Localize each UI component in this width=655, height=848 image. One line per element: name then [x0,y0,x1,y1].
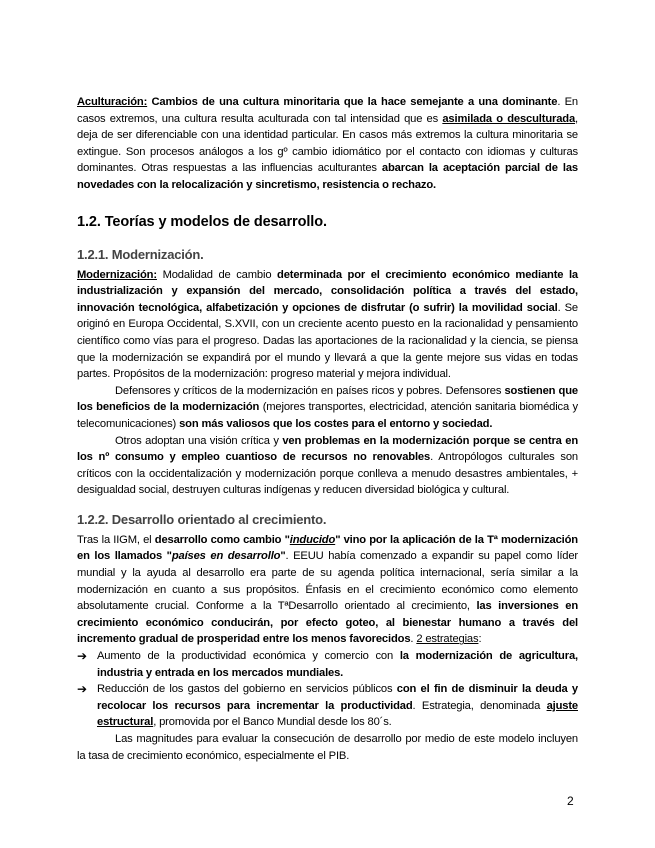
arrow-right-icon: ➔ [77,682,87,697]
text-span: , deja de ser diferenciable con una identidad particular. En casos más extremos la cultura minoritaria se extingue. Son procesos análogos a los gº cambio idiomático por el contacto con idiomas y culturas dominantes. Otras respuestas a las influencias aculturantes [77,112,578,175]
paragraph-criticos [77,433,578,499]
text-span: . [410,633,417,646]
text-span: . Estrategia, denominada [412,699,547,712]
term-aculturacion: Aculturación: [77,96,148,108]
strategies-list [77,648,578,731]
estrategias-label: 2 estrategias [416,633,479,646]
page-content [77,94,578,764]
emphasis-costes: son más valiosos que los costes para el entorno y sociedad. [179,417,493,430]
paragraph-desarrollo [77,532,578,648]
heading-teorias-modelos: 1.2. Teorías y modelos de desarrollo. [77,213,327,230]
emphasis-asimilada: asimilada o desculturada [442,112,576,125]
emphasis-ajuste: ajuste estructural [97,699,578,729]
emphasis-bullet1: la modernización de agricultura, industria y entrada en los mercados mundiales. [97,650,578,679]
heading-modernizacion: 1.2.1. Modernización. [77,246,204,262]
heading-desarrollo-crecimiento: 1.2.2. Desarrollo orientado al crecimiento. [77,511,327,527]
paragraph-defensores [77,383,578,433]
emphasis-problemas: ven problemas en la modernización porque se centra en los nº consumo y empleo cuantioso de recursos no renovables [77,434,579,464]
emphasis-quote: " [280,550,286,563]
text-span: Aumento de la productividad económica y comercio con [97,650,400,663]
text-span: . Antropólogos culturales son críticos con la occidentalización y modernización porque conlleva a menudo desastres ambientales, + desigualdad social, destruyen culturas indígenas y reducen diversidad biológica y cultural. [77,451,579,497]
emphasis-inversiones: las inversiones en crecimiento económico conducirán, por efecto goteo, al bienestar humano a través del incremento gradual de prosperidad entre los menos favorecidos [77,600,578,646]
emphasis-respuestas: abarcan la aceptación parcial de las novedades con la relocalización y sincretismo, resistencia o rechazo. [77,162,578,191]
text-span: . Se originó en Europa Occidental, S.XVII, con un creciente acento puesto en la racionalidad y pensamiento científico como vías para el progreso. Dadas las aportaciones de la racionalidad y la ciencia, se piensa que la modernización se expandirá por el mundo y llevará a que la gente mejore sus vidas en todas partes. Propósitos de la modernización: progreso material y mejora individual. [77,301,578,381]
list-item [77,648,578,681]
term-modernizacion: Modernización: [77,268,157,281]
paragraph-magnitudes: Las magnitudes para evaluar la consecución de desarrollo por medio de este modelo incluyen la tasa de crecimiento económico, especialmente el PIB. [77,733,578,762]
text-span: Modalidad de cambio [156,268,278,281]
emphasis-inducido-b: " vino por la aplicación de la Tª modernización en los llamados " [77,533,578,563]
emphasis-inducido-a: desarrollo como cambio " [154,533,290,546]
text-span: : [478,633,482,646]
text-span: . En casos extremos, una cultura resulta aculturada con tal intensidad que es [77,96,578,125]
text-span: . EEUU había comenzado a expandir su papel como líder mundial y la ayuda al desarrollo era parte de su agenda política internacional, sería similar a la modernización en cuanto a sus propósitos. Énfasis en el crecimiento económico como elemento absolutamente crucial. Conforme a la TªDesarrollo orientado al crecimiento, [77,550,579,613]
list-item [77,681,578,731]
text-span: , promovida por el Banco Mundial desde los 80´s. [153,716,392,729]
def-aculturacion: Cambios de una cultura minoritaria que la hace semejante a una dominante [151,96,558,108]
text-span: Tras la IIGM, el [77,533,155,546]
text-span: (mejores transportes, electricidad, atención sanitaria biomédica y telecomunicaciones) [77,401,578,430]
text-span: Defensores y críticos de la modernización en países ricos y pobres. Defensores [115,384,505,397]
text-span: Reducción de los gastos del gobierno en servicios públicos [97,683,397,696]
emphasis-beneficios: sostienen que los beneficios de la modernización [77,384,578,414]
text-span: Otros adoptan una visión crítica y [115,434,283,447]
emphasis-inducido: inducido [289,533,336,546]
paragraph-aculturacion [77,94,578,194]
page-number: 2 [567,794,574,808]
emphasis-paises: países en desarrollo [171,550,281,563]
arrow-right-icon: ➔ [77,649,87,664]
emphasis-bullet2: con el fin de disminuir la deuda y recolocar los recursos para incrementar la productividad [97,683,579,712]
paragraph-modernizacion [77,267,578,383]
emphasis-modernizacion-def: determinada por el crecimiento económico mediante la industrialización y expansión del mercado, consolidación política a través del estado, innovación tecnológica, alfabetización y opciones de disfrutar (o sufrir) la movilidad social [77,268,578,314]
